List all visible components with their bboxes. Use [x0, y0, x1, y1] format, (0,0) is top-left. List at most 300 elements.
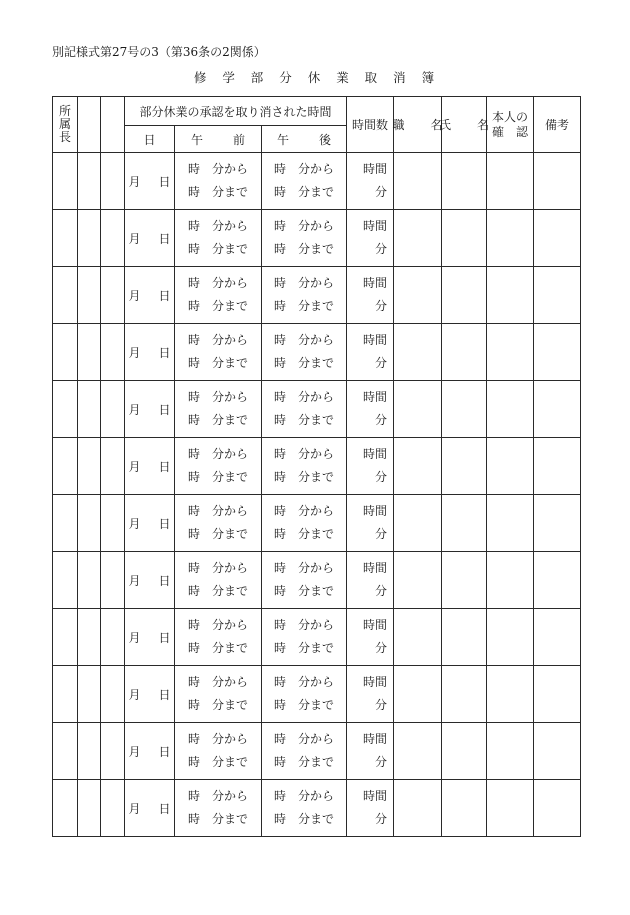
from-label: 分から	[298, 447, 335, 461]
day-label: 日	[158, 801, 171, 816]
cancellation-register-table	[52, 96, 581, 837]
remarks-cell[interactable]	[534, 723, 581, 780]
hours-cell[interactable]	[347, 609, 394, 666]
position-cell[interactable]	[394, 609, 442, 666]
blank-cell-2[interactable]	[101, 552, 125, 609]
from-label: 分から	[298, 732, 335, 746]
day-label: 日	[158, 744, 171, 759]
hour-label: 時	[187, 789, 200, 803]
name-cell[interactable]	[442, 438, 487, 495]
minutes-unit-label: 分	[375, 812, 388, 826]
from-label: 分から	[298, 219, 335, 233]
header-row-top	[53, 97, 581, 126]
until-label: 分まで	[212, 242, 249, 256]
am-time-cell[interactable]	[175, 552, 262, 609]
minutes-unit-label: 分	[375, 755, 388, 769]
director-seal-cell[interactable]	[53, 609, 78, 666]
hours-cell[interactable]	[347, 381, 394, 438]
blank-cell-1[interactable]	[78, 267, 101, 324]
month-label: 月	[128, 459, 141, 474]
position-cell[interactable]	[394, 552, 442, 609]
hours-cell[interactable]	[347, 723, 394, 780]
until-label: 分まで	[212, 641, 249, 655]
name-cell[interactable]	[442, 609, 487, 666]
hour-label: 時	[187, 504, 200, 518]
until-label: 分まで	[212, 584, 249, 598]
from-label: 分から	[212, 504, 249, 518]
from-label: 分から	[212, 789, 249, 803]
am-time-cell[interactable]	[175, 780, 262, 837]
from-label: 分から	[212, 390, 249, 404]
register-row-9	[53, 609, 581, 666]
header-name: 氏 名	[442, 97, 487, 153]
am-time-cell[interactable]	[175, 153, 262, 210]
day-label: 日	[158, 345, 171, 360]
minutes-unit-label: 分	[375, 641, 388, 655]
register-row-5	[53, 381, 581, 438]
hour-label: 時	[187, 812, 200, 826]
minutes-unit-label: 分	[375, 413, 388, 427]
minutes-unit-label: 分	[375, 584, 388, 598]
day-label: 日	[158, 630, 171, 645]
position-cell[interactable]	[394, 153, 442, 210]
position-cell[interactable]	[394, 210, 442, 267]
confirmation-cell[interactable]	[487, 552, 534, 609]
blank-cell-2[interactable]	[101, 723, 125, 780]
day-label: 日	[158, 288, 171, 303]
until-label: 分まで	[298, 242, 335, 256]
blank-cell-1[interactable]	[78, 153, 101, 210]
hours-cell[interactable]	[347, 153, 394, 210]
pm-time-cell[interactable]	[262, 495, 347, 552]
until-label: 分まで	[212, 755, 249, 769]
header-blank-1	[78, 97, 101, 153]
hours-unit-label: 時間	[363, 561, 388, 575]
blank-cell-2[interactable]	[101, 153, 125, 210]
hour-label: 時	[274, 447, 287, 461]
until-label: 分まで	[212, 698, 249, 712]
register-row-11	[53, 723, 581, 780]
hour-label: 時	[187, 584, 200, 598]
hour-label: 時	[274, 356, 287, 370]
until-label: 分まで	[212, 299, 249, 313]
director-seal-cell[interactable]	[53, 210, 78, 267]
hours-cell[interactable]	[347, 552, 394, 609]
header-am: 午 前	[175, 126, 262, 153]
form-title: 修 学 部 分 休 業 取 消 簿	[193, 70, 441, 85]
minutes-unit-label: 分	[375, 470, 388, 484]
month-label: 月	[128, 402, 141, 417]
hours-cell[interactable]	[347, 666, 394, 723]
header-blank-2	[101, 97, 125, 153]
until-label: 分まで	[298, 185, 335, 199]
blank-cell-2[interactable]	[101, 210, 125, 267]
am-time-cell[interactable]	[175, 723, 262, 780]
day-label: 日	[158, 516, 171, 531]
director-seal-cell[interactable]	[53, 723, 78, 780]
hour-label: 時	[274, 413, 287, 427]
hour-label: 時	[274, 698, 287, 712]
director-seal-cell[interactable]	[53, 495, 78, 552]
from-label: 分から	[298, 504, 335, 518]
from-label: 分から	[298, 390, 335, 404]
remarks-cell[interactable]	[534, 381, 581, 438]
header-position: 職 名	[394, 97, 442, 153]
hour-label: 時	[187, 162, 200, 176]
hour-label: 時	[187, 299, 200, 313]
blank-cell-2[interactable]	[101, 780, 125, 837]
pm-time-cell[interactable]	[262, 723, 347, 780]
blank-cell-1[interactable]	[78, 438, 101, 495]
remarks-cell[interactable]	[534, 552, 581, 609]
hour-label: 時	[274, 185, 287, 199]
blank-cell-2[interactable]	[101, 609, 125, 666]
am-time-cell[interactable]	[175, 267, 262, 324]
minutes-unit-label: 分	[375, 185, 388, 199]
until-label: 分まで	[298, 470, 335, 484]
from-label: 分から	[298, 789, 335, 803]
name-cell[interactable]	[442, 552, 487, 609]
hour-label: 時	[274, 561, 287, 575]
hour-label: 時	[274, 618, 287, 632]
from-label: 分から	[212, 618, 249, 632]
header-director: 所 属 長	[53, 97, 78, 153]
register-row-10	[53, 666, 581, 723]
hour-label: 時	[187, 390, 200, 404]
hours-unit-label: 時間	[363, 390, 388, 404]
until-label: 分まで	[298, 356, 335, 370]
director-seal-cell[interactable]	[53, 666, 78, 723]
remarks-cell[interactable]	[534, 267, 581, 324]
register-row-3	[53, 267, 581, 324]
name-cell[interactable]	[442, 495, 487, 552]
director-seal-cell[interactable]	[53, 780, 78, 837]
month-label: 月	[128, 630, 141, 645]
hour-label: 時	[187, 276, 200, 290]
am-time-cell[interactable]	[175, 210, 262, 267]
minutes-unit-label: 分	[375, 242, 388, 256]
hour-label: 時	[187, 618, 200, 632]
hours-cell[interactable]	[347, 780, 394, 837]
hour-label: 時	[187, 698, 200, 712]
name-cell[interactable]	[442, 210, 487, 267]
remarks-cell[interactable]	[534, 153, 581, 210]
hour-label: 時	[187, 219, 200, 233]
confirmation-cell[interactable]	[487, 723, 534, 780]
am-time-cell[interactable]	[175, 495, 262, 552]
month-label: 月	[128, 573, 141, 588]
blank-cell-2[interactable]	[101, 495, 125, 552]
blank-cell-2[interactable]	[101, 324, 125, 381]
until-label: 分まで	[298, 527, 335, 541]
month-label: 月	[128, 231, 141, 246]
hour-label: 時	[187, 675, 200, 689]
register-row-6	[53, 438, 581, 495]
pm-time-cell[interactable]	[262, 438, 347, 495]
header-self-confirmation: 本人の 確 認	[487, 97, 534, 153]
pm-time-cell[interactable]	[262, 609, 347, 666]
name-cell[interactable]	[442, 153, 487, 210]
until-label: 分まで	[212, 356, 249, 370]
until-label: 分まで	[298, 413, 335, 427]
day-label: 日	[158, 687, 171, 702]
confirmation-cell[interactable]	[487, 609, 534, 666]
hour-label: 時	[274, 299, 287, 313]
am-time-cell[interactable]	[175, 438, 262, 495]
hour-label: 時	[274, 812, 287, 826]
date-cell[interactable]	[125, 552, 175, 609]
minutes-unit-label: 分	[375, 527, 388, 541]
hour-label: 時	[274, 242, 287, 256]
name-cell[interactable]	[442, 324, 487, 381]
date-cell[interactable]	[125, 210, 175, 267]
hour-label: 時	[274, 527, 287, 541]
day-label: 日	[158, 174, 171, 189]
blank-cell-1[interactable]	[78, 324, 101, 381]
confirmation-cell[interactable]	[487, 438, 534, 495]
header-remarks: 備考	[534, 97, 581, 153]
hour-label: 時	[187, 641, 200, 655]
hours-unit-label: 時間	[363, 276, 388, 290]
register-rows	[53, 153, 581, 837]
remarks-cell[interactable]	[534, 666, 581, 723]
blank-cell-1[interactable]	[78, 723, 101, 780]
blank-cell-2[interactable]	[101, 381, 125, 438]
blank-cell-1[interactable]	[78, 552, 101, 609]
header-hours: 時間数	[347, 97, 394, 153]
confirmation-cell[interactable]	[487, 324, 534, 381]
director-seal-cell[interactable]	[53, 438, 78, 495]
hour-label: 時	[187, 732, 200, 746]
position-cell[interactable]	[394, 495, 442, 552]
date-cell[interactable]	[125, 153, 175, 210]
am-time-cell[interactable]	[175, 324, 262, 381]
hours-unit-label: 時間	[363, 333, 388, 347]
hour-label: 時	[274, 470, 287, 484]
blank-cell-1[interactable]	[78, 210, 101, 267]
date-cell[interactable]	[125, 780, 175, 837]
until-label: 分まで	[298, 755, 335, 769]
position-cell[interactable]	[394, 438, 442, 495]
name-cell[interactable]	[442, 267, 487, 324]
month-label: 月	[128, 174, 141, 189]
am-time-cell[interactable]	[175, 381, 262, 438]
date-cell[interactable]	[125, 723, 175, 780]
date-cell[interactable]	[125, 438, 175, 495]
remarks-cell[interactable]	[534, 609, 581, 666]
until-label: 分まで	[212, 812, 249, 826]
remarks-cell[interactable]	[534, 324, 581, 381]
hour-label: 時	[274, 789, 287, 803]
blank-cell-1[interactable]	[78, 780, 101, 837]
hours-cell[interactable]	[347, 210, 394, 267]
hour-label: 時	[187, 185, 200, 199]
hours-unit-label: 時間	[363, 162, 388, 176]
hour-label: 時	[187, 561, 200, 575]
hours-cell[interactable]	[347, 495, 394, 552]
hours-cell[interactable]	[347, 267, 394, 324]
month-label: 月	[128, 345, 141, 360]
from-label: 分から	[298, 162, 335, 176]
name-cell[interactable]	[442, 666, 487, 723]
hours-unit-label: 時間	[363, 618, 388, 632]
blank-cell-1[interactable]	[78, 381, 101, 438]
from-label: 分から	[212, 447, 249, 461]
confirmation-cell[interactable]	[487, 153, 534, 210]
hour-label: 時	[187, 242, 200, 256]
position-cell[interactable]	[394, 324, 442, 381]
date-cell[interactable]	[125, 381, 175, 438]
remarks-cell[interactable]	[534, 495, 581, 552]
day-label: 日	[158, 459, 171, 474]
pm-time-cell[interactable]	[262, 324, 347, 381]
hour-label: 時	[274, 675, 287, 689]
hours-unit-label: 時間	[363, 219, 388, 233]
name-cell[interactable]	[442, 381, 487, 438]
hour-label: 時	[274, 276, 287, 290]
month-label: 月	[128, 687, 141, 702]
hours-cell[interactable]	[347, 324, 394, 381]
hour-label: 時	[274, 390, 287, 404]
until-label: 分まで	[298, 299, 335, 313]
form-identifier: 別記様式第27号の3（第36条の2関係）	[52, 45, 266, 59]
hours-unit-label: 時間	[363, 504, 388, 518]
date-cell[interactable]	[125, 267, 175, 324]
blank-cell-1[interactable]	[78, 666, 101, 723]
date-cell[interactable]	[125, 324, 175, 381]
until-label: 分まで	[298, 584, 335, 598]
confirmation-cell[interactable]	[487, 267, 534, 324]
register-row-12	[53, 780, 581, 837]
header-pm: 午 後	[262, 126, 347, 153]
from-label: 分から	[298, 276, 335, 290]
hour-label: 時	[187, 413, 200, 427]
pm-time-cell[interactable]	[262, 267, 347, 324]
remarks-cell[interactable]	[534, 780, 581, 837]
hour-label: 時	[274, 219, 287, 233]
pm-time-cell[interactable]	[262, 666, 347, 723]
pm-time-cell[interactable]	[262, 210, 347, 267]
confirmation-cell[interactable]	[487, 210, 534, 267]
remarks-cell[interactable]	[534, 210, 581, 267]
confirmation-cell[interactable]	[487, 495, 534, 552]
hour-label: 時	[274, 755, 287, 769]
hours-cell[interactable]	[347, 438, 394, 495]
until-label: 分まで	[212, 527, 249, 541]
am-time-cell[interactable]	[175, 666, 262, 723]
day-label: 日	[158, 573, 171, 588]
from-label: 分から	[298, 561, 335, 575]
blank-cell-2[interactable]	[101, 438, 125, 495]
hour-label: 時	[187, 447, 200, 461]
remarks-cell[interactable]	[534, 438, 581, 495]
from-label: 分から	[212, 219, 249, 233]
register-row-7	[53, 495, 581, 552]
position-cell[interactable]	[394, 666, 442, 723]
hour-label: 時	[187, 527, 200, 541]
pm-time-cell[interactable]	[262, 552, 347, 609]
month-label: 月	[128, 516, 141, 531]
director-seal-cell[interactable]	[53, 153, 78, 210]
until-label: 分まで	[298, 812, 335, 826]
minutes-unit-label: 分	[375, 299, 388, 313]
hour-label: 時	[274, 732, 287, 746]
position-cell[interactable]	[394, 381, 442, 438]
register-row-8	[53, 552, 581, 609]
hour-label: 時	[274, 641, 287, 655]
hour-label: 時	[187, 755, 200, 769]
director-seal-cell[interactable]	[53, 324, 78, 381]
hour-label: 時	[274, 584, 287, 598]
pm-time-cell[interactable]	[262, 780, 347, 837]
hours-unit-label: 時間	[363, 447, 388, 461]
hour-label: 時	[187, 356, 200, 370]
minutes-unit-label: 分	[375, 698, 388, 712]
register-row-4	[53, 324, 581, 381]
blank-cell-2[interactable]	[101, 666, 125, 723]
name-cell[interactable]	[442, 723, 487, 780]
until-label: 分まで	[298, 698, 335, 712]
date-cell[interactable]	[125, 609, 175, 666]
until-label: 分まで	[298, 641, 335, 655]
director-seal-cell[interactable]	[53, 381, 78, 438]
position-cell[interactable]	[394, 780, 442, 837]
month-label: 月	[128, 288, 141, 303]
date-cell[interactable]	[125, 666, 175, 723]
hour-label: 時	[274, 333, 287, 347]
blank-cell-2[interactable]	[101, 267, 125, 324]
from-label: 分から	[212, 333, 249, 347]
from-label: 分から	[212, 276, 249, 290]
hour-label: 時	[187, 470, 200, 484]
header-cancelled-time-group: 部分休業の承認を取り消された時間	[125, 97, 347, 126]
pm-time-cell[interactable]	[262, 381, 347, 438]
month-label: 月	[128, 744, 141, 759]
from-label: 分から	[298, 333, 335, 347]
from-label: 分から	[212, 162, 249, 176]
from-label: 分から	[212, 732, 249, 746]
from-label: 分から	[212, 561, 249, 575]
pm-time-cell[interactable]	[262, 153, 347, 210]
blank-cell-1[interactable]	[78, 609, 101, 666]
position-cell[interactable]	[394, 267, 442, 324]
date-cell[interactable]	[125, 495, 175, 552]
day-label: 日	[158, 402, 171, 417]
register-row-1	[53, 153, 581, 210]
month-label: 月	[128, 801, 141, 816]
confirmation-cell[interactable]	[487, 381, 534, 438]
until-label: 分まで	[212, 185, 249, 199]
hour-label: 時	[274, 162, 287, 176]
from-label: 分から	[298, 675, 335, 689]
header-date: 日	[125, 126, 175, 153]
blank-cell-1[interactable]	[78, 495, 101, 552]
from-label: 分から	[212, 675, 249, 689]
hour-label: 時	[274, 504, 287, 518]
until-label: 分まで	[212, 413, 249, 427]
until-label: 分まで	[212, 470, 249, 484]
confirmation-cell[interactable]	[487, 666, 534, 723]
register-row-2	[53, 210, 581, 267]
hour-label: 時	[187, 333, 200, 347]
am-time-cell[interactable]	[175, 609, 262, 666]
position-cell[interactable]	[394, 723, 442, 780]
from-label: 分から	[298, 618, 335, 632]
director-seal-cell[interactable]	[53, 267, 78, 324]
director-seal-cell[interactable]	[53, 552, 78, 609]
name-cell[interactable]	[442, 780, 487, 837]
confirmation-cell[interactable]	[487, 780, 534, 837]
